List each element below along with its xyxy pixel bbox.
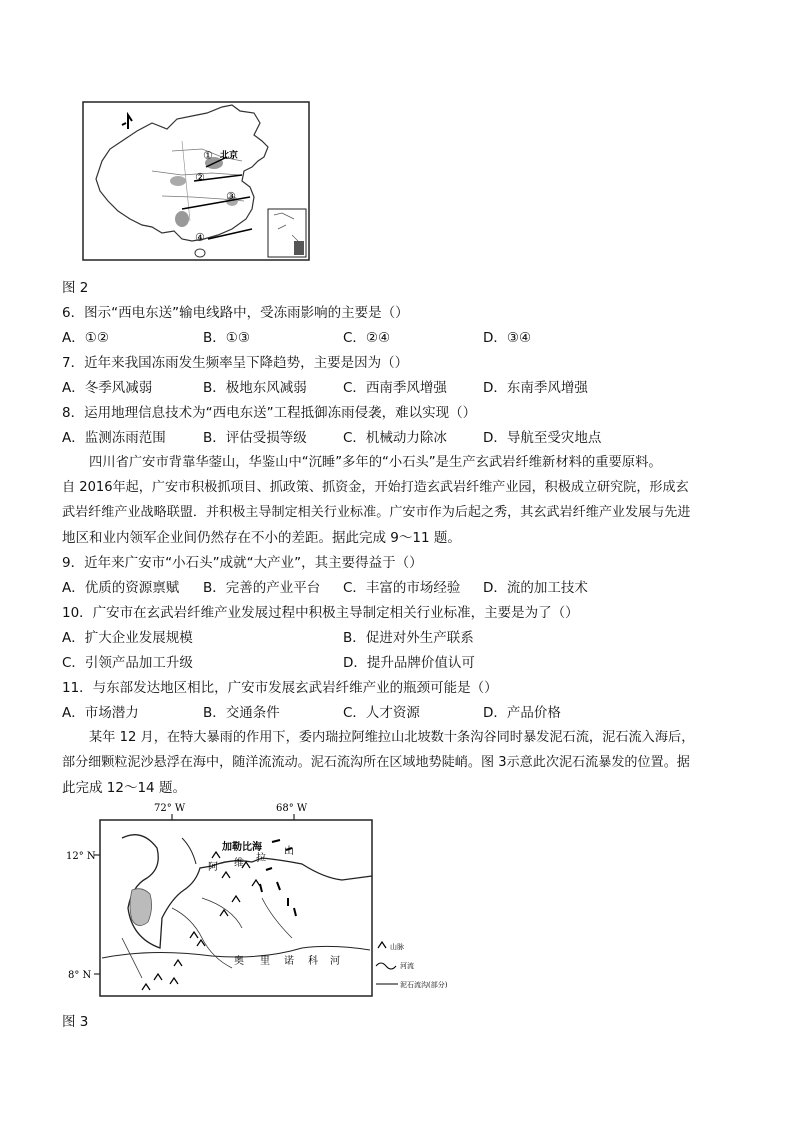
passage1-line-3: 武岩纤维产业战略联盟．并积极主导制定相关行业标准。广安市作为后起之秀，其玄武岩纤维产业发展与先进 — [62, 505, 691, 520]
q6-stem: 6．图示“西电东送”输电线路中，受冻雨影响的主要是（） — [62, 305, 409, 321]
q10-option-b[interactable]: B．促进对外生产联系 — [343, 630, 474, 646]
figure2-map — [82, 101, 310, 261]
passage2-line-3: 此完成 12～14 题。 — [62, 780, 186, 796]
lon-68w-label: 68° W — [276, 803, 308, 814]
q7-stem: 7．近年来我国冻雨发生频率呈下降趋势，主要是因为（） — [62, 355, 409, 371]
q7-option-d[interactable]: D．东南季风增强 — [483, 380, 588, 396]
legend-gully: 泥石流沟(部分) — [400, 981, 448, 989]
passage1-line-4: 地区和业内领军企业间仍然存在不小的差距。据此完成 9～11 题。 — [62, 530, 461, 546]
passage2-line-1: 某年 12 月，在特大暴雨的作用下，委内瑞拉阿维拉山北坡数十条沟谷同时暴发泥石流，泥石流入海后， — [89, 730, 695, 745]
q11-option-b[interactable]: B．交通条件 — [203, 705, 280, 721]
river-char-5: 河 — [330, 956, 340, 967]
figure3-map — [62, 798, 502, 1003]
mountain-char-2: 维 — [234, 858, 244, 869]
river-char-3: 诺 — [284, 956, 294, 967]
q10-option-a[interactable]: A．扩大企业发展规模 — [62, 630, 193, 646]
mountain-char-1: 阿 — [208, 862, 218, 873]
figure3-caption: 图 3 — [62, 1014, 89, 1030]
q6-option-c[interactable]: C．②④ — [343, 330, 391, 346]
lon-72w-label: 72° W — [154, 803, 186, 814]
passage1-line-2: 自 2016年起，广安市积极抓项目、抓政策、抓资金，开始打造玄武岩纤维产业园，积极成立研究院，形成玄 — [62, 480, 689, 495]
q9-stem: 9．近年来广安市“小石头”成就“大产业”，其主要得益于（） — [62, 555, 423, 571]
q7-option-c[interactable]: C．西南季风增强 — [343, 380, 447, 396]
q8-stem: 8．运用地理信息技术为“西电东送”工程抵御冻雨侵袭，难以实现（） — [62, 405, 477, 421]
q11-option-d[interactable]: D．产品价格 — [483, 705, 561, 721]
river-char-1: 奥 — [234, 956, 244, 967]
q8-option-c[interactable]: C．机械动力除冰 — [343, 430, 447, 446]
legend-river: 河流 — [400, 962, 414, 970]
q10-option-c[interactable]: C．引领产品加工升级 — [62, 655, 193, 671]
q8-option-d[interactable]: D．导航至受灾地点 — [483, 430, 602, 446]
q9-option-d[interactable]: D．流的加工技术 — [483, 580, 588, 596]
marker-4: ④ — [195, 231, 205, 244]
beijing-label: 北京 — [220, 151, 239, 161]
q6-option-b[interactable]: B．①③ — [203, 330, 250, 346]
q9-option-b[interactable]: B．完善的产业平台 — [203, 580, 321, 596]
marker-1: ① — [203, 149, 213, 162]
q9-option-a[interactable]: A．优质的资源禀赋 — [62, 580, 180, 596]
marker-3: ③ — [226, 190, 236, 203]
q8-option-a[interactable]: A．监测冻雨范围 — [62, 430, 166, 446]
q10-option-d[interactable]: D．提升品牌价值认可 — [343, 655, 475, 671]
q8-option-b[interactable]: B．评估受损等级 — [203, 430, 307, 446]
mountain-char-3: 拉 — [256, 853, 266, 864]
sea-label: 加勒比海 — [222, 842, 262, 853]
q6-option-a[interactable]: A．①② — [62, 330, 109, 346]
q9-option-c[interactable]: C．丰富的市场经验 — [343, 580, 461, 596]
river-char-4: 科 — [308, 956, 318, 967]
legend-mountain: 山脉 — [390, 943, 404, 951]
figure2-caption: 图 2 — [62, 280, 89, 296]
q10-stem: 10．广安市在玄武岩纤维产业发展过程中积极主导制定相关行业标准，主要是为了（） — [62, 605, 579, 621]
marker-2: ② — [195, 171, 205, 184]
q11-option-a[interactable]: A．市场潜力 — [62, 705, 139, 721]
lat-8n-label: 8° N — [68, 970, 92, 981]
river-char-2: 里 — [260, 956, 270, 967]
q7-option-a[interactable]: A．冬季风减弱 — [62, 380, 153, 396]
q11-option-c[interactable]: C．人才资源 — [343, 705, 420, 721]
legend — [376, 942, 448, 989]
q6-option-d[interactable]: D．③④ — [483, 330, 532, 346]
q7-option-b[interactable]: B．极地东风减弱 — [203, 380, 307, 396]
lat-12n-label: 12° N — [66, 851, 96, 862]
passage2-line-2: 部分细颗粒泥沙悬浮在海中，随洋流流动。泥石流沟所在区域地势陡峭。图 3示意此次泥石流暴发的位置。据 — [62, 755, 690, 770]
mountain-char-4: 山 — [284, 846, 294, 857]
q11-stem: 11．与东部发达地区相比，广安市发展玄武岩纤维产业的瓶颈可能是（） — [62, 680, 498, 696]
passage1-line-1: 四川省广安市背靠华蓥山，华鉴山中“沉睡”多年的“小石头”是生产玄武岩纤维新材料的重要原料。 — [89, 455, 662, 470]
